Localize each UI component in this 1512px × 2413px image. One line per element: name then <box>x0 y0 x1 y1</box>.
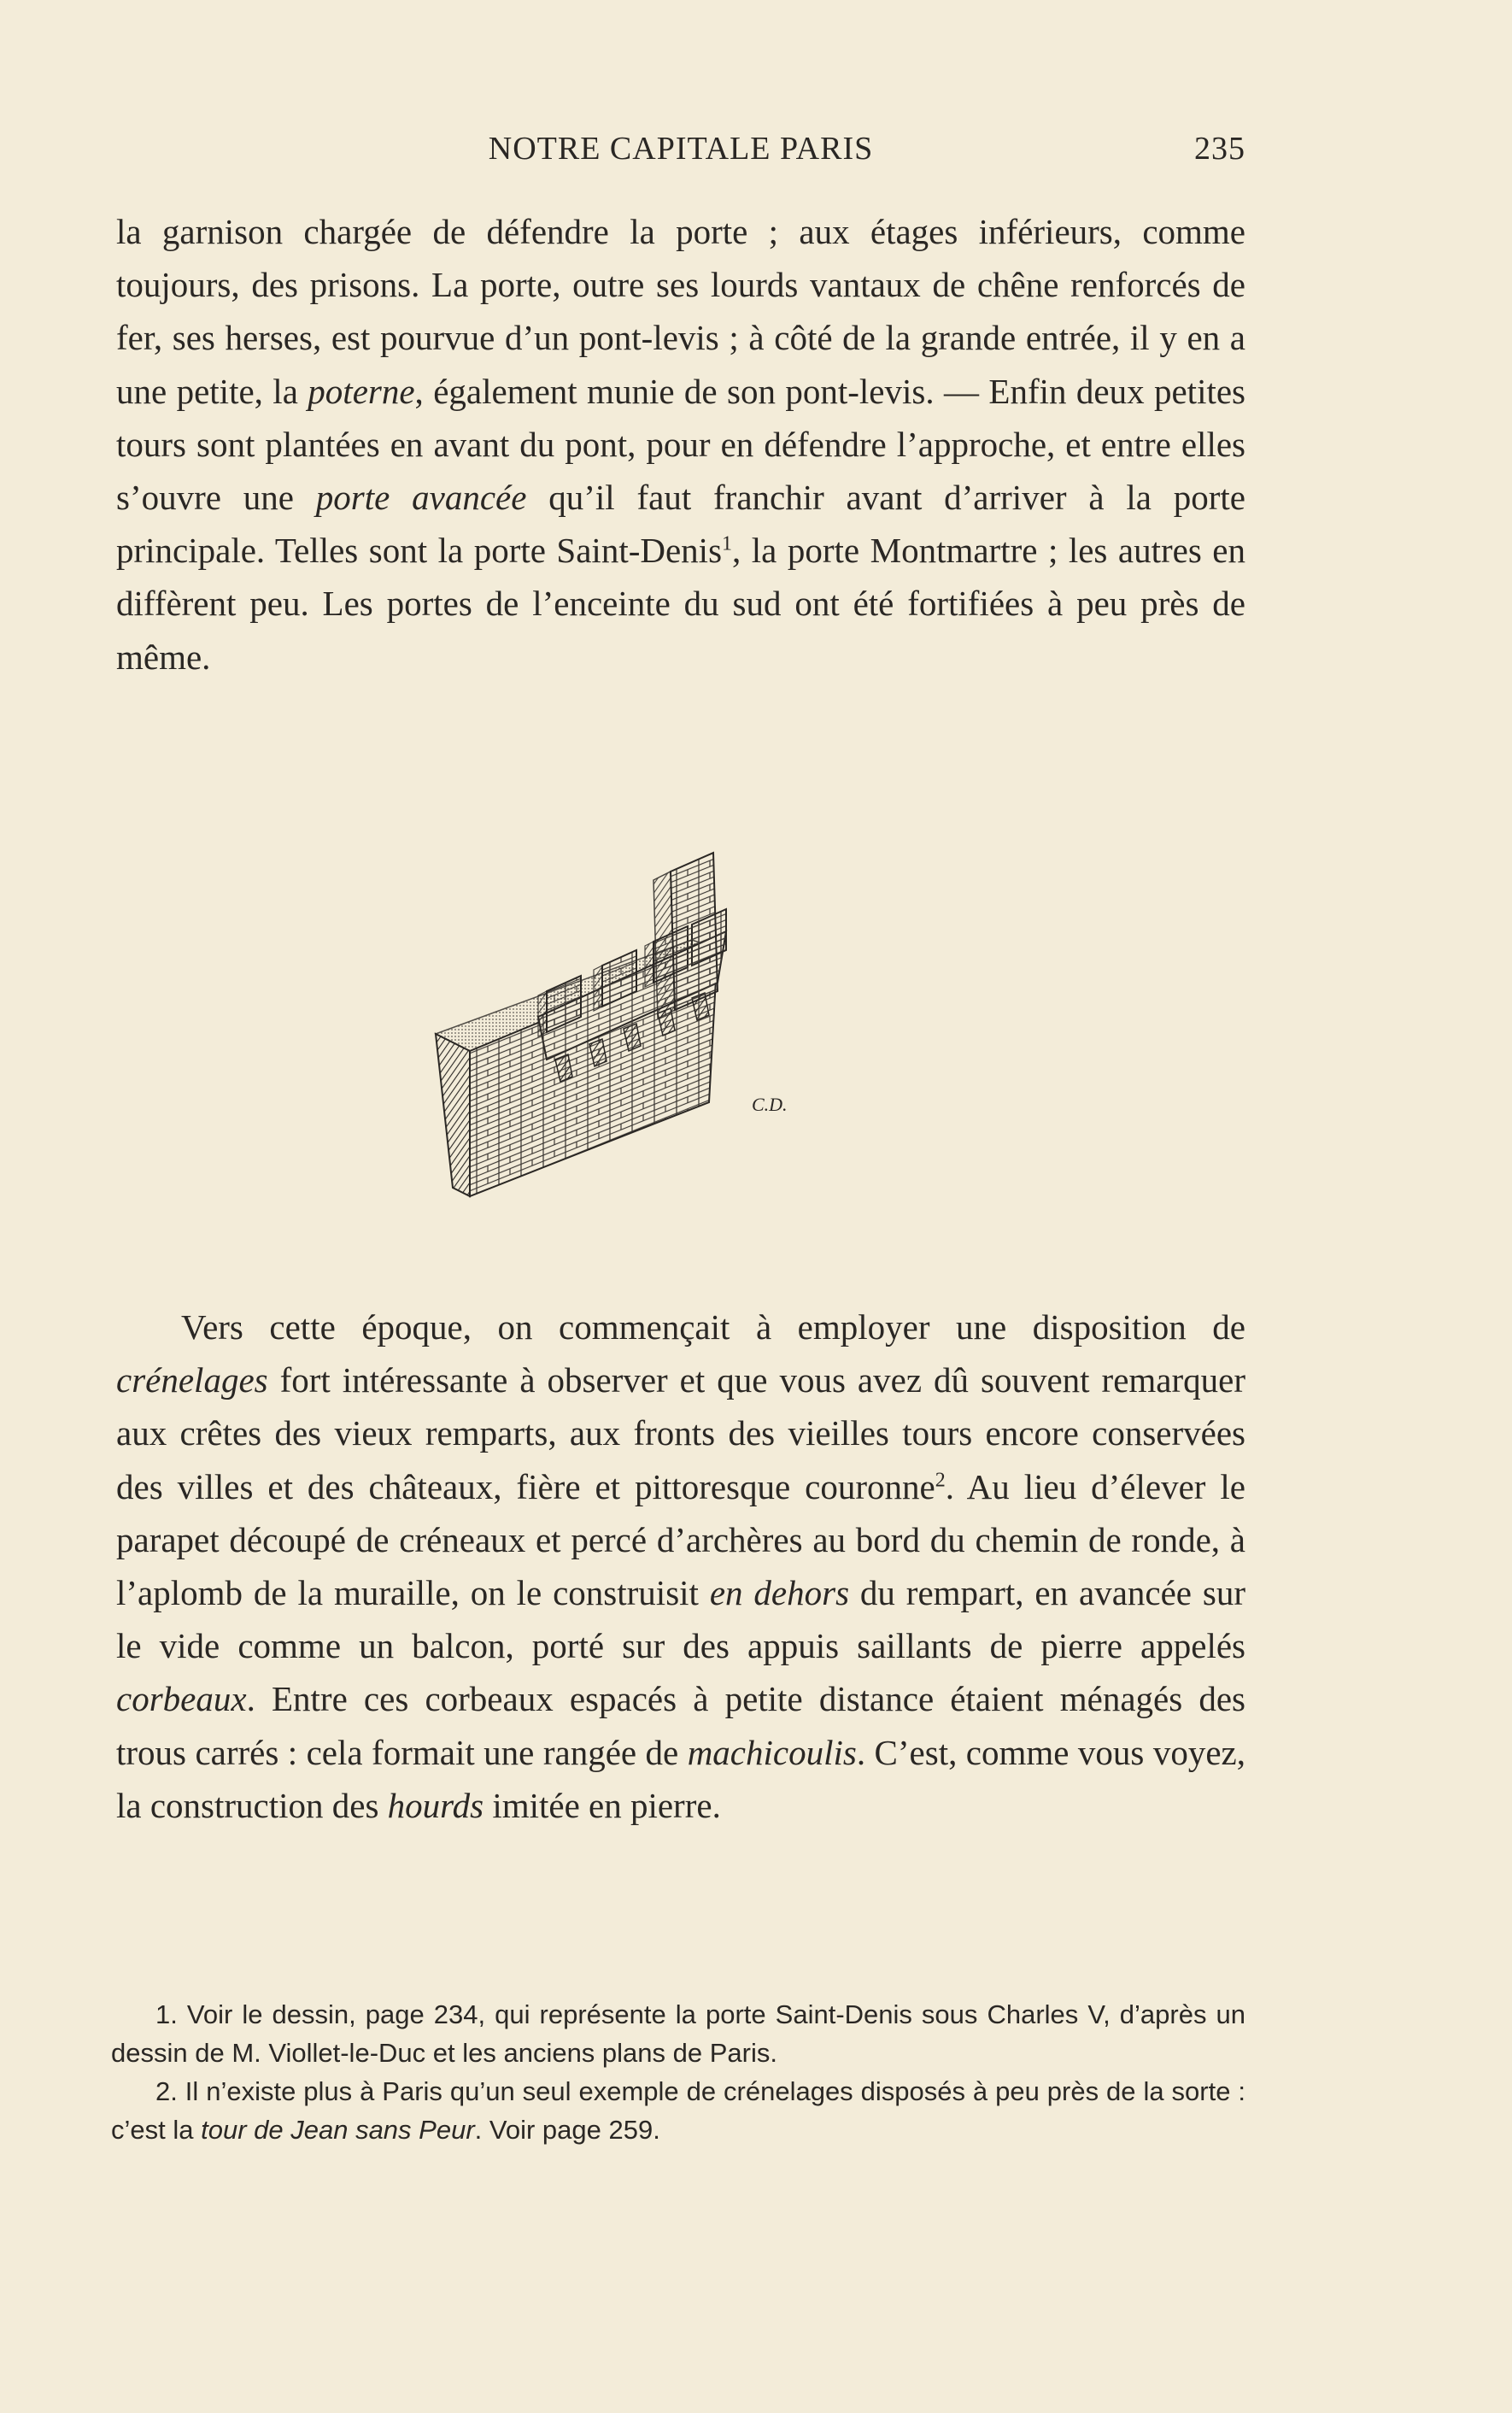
italic-term-machicoulis: machicoulis <box>687 1732 857 1772</box>
italic-tour-jean-sans-peur: tour de Jean sans Peur <box>201 2115 475 2145</box>
footnote-ref-2[interactable]: 2 <box>935 1468 946 1491</box>
page-number: 235 <box>1194 131 1245 167</box>
running-head <box>116 130 1245 173</box>
footnotes <box>111 1995 1245 2149</box>
footnote-ref-1[interactable]: 1 <box>722 532 733 555</box>
italic-term-hourds: hourds <box>387 1785 484 1825</box>
artist-signature: C.D. <box>752 1094 788 1115</box>
italic-term-porte-avancee: porte avancée <box>315 478 527 518</box>
running-title: NOTRE CAPITALE PARIS <box>488 131 874 167</box>
paragraph-crenelages: Vers cette époque, on commençait à employer une disposition de crénelages fort intéressante à observer et que vous avez dû souvent remarquer aux crêtes des vieux remparts, aux fronts des vieilles tours encore conservées des villes et des châteaux, fière et pittoresque couronne$^2$. Au lieu d’élever le parapet découpé de créneaux et percé d’archères au bord du chemin de ronde, à l’aplomb de la muraille, on le construisit en dehors du rempart, en avancée sur le vide comme un balcon, porté sur des appuis saillants de pierre appelés corbeaux. Entre ces corbeaux espacés à petite distance étaient ménagés des trous carrés : cela formait une rangée de machicoulis. C’est, comme vous voyez, la construction des hourds imitée en pierre. <box>116 1307 1246 1825</box>
footnote-2: 2. Il n’existe plus à Paris qu’un seul exemple de crénelages disposés à peu près de la sorte : c’est la tour de Jean sans Peur. Voir page 259. <box>111 2076 1245 2145</box>
paragraph-gates: la garnison chargée de défendre la porte ; aux étages inférieurs, comme toujours, des prisons. La porte, outre ses lourds vantaux de chêne renforcés de fer, ses herses, est pourvue d’un pont-levis ; à côté de la grande entrée, il y en a une petite, la poterne, également munie de son pont-levis. — Enfin deux petites tours sont plantées en avant du pont, pour en défendre l’approche, et entre elles s’ouvre une porte avancée qu’il faut franchir avant d’arriver à la porte principale. Telles sont la porte Saint-Denis$^1$, la porte Montmartre ; les autres en diffèrent peu. Les portes de l’enceinte du sud ont été fortifiées à peu près de même. <box>116 212 1245 677</box>
italic-term-corbeaux: corbeaux <box>116 1679 247 1719</box>
italic-term-en-dehors: en dehors <box>709 1573 850 1613</box>
italic-term-crenelages: crénelages <box>116 1360 268 1400</box>
crenellated-wall-illustration <box>410 820 957 1213</box>
footnote-1: 1. Voir le dessin, page 234, qui représente la porte Saint-Denis sous Charles V, d’après un dessin de M. Viollet-le-Duc et les anciens plans de Paris. <box>111 1999 1245 2068</box>
italic-term-poterne: poterne <box>308 371 415 411</box>
